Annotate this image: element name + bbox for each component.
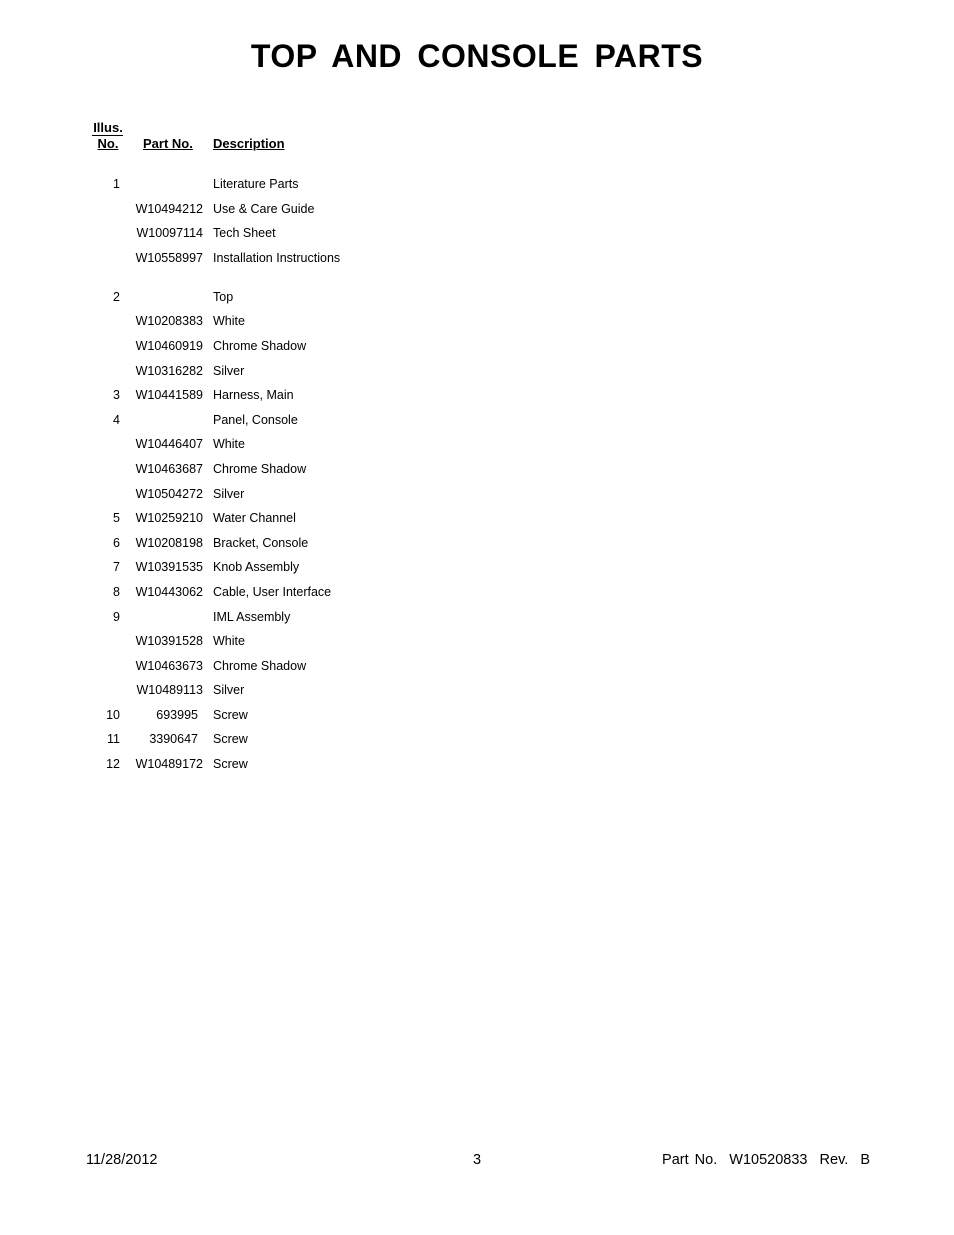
part-no: W10463687 [135,461,203,476]
footer-part-number: Part No. W10520833 Rev. B [662,1152,870,1168]
part-no: 3390647 [149,732,198,747]
table-row [0,362,954,387]
page-title: TOP AND CONSOLE PARTS [250,38,704,74]
footer-date: 11/28/2012 [86,1152,158,1168]
table-row [0,608,954,633]
description: White [213,634,245,649]
header-illus-no: Illus. No. [93,120,123,151]
description: Chrome Shadow [213,338,307,353]
part-no: W10097114 [136,226,203,241]
illus-no: 10 [106,707,120,722]
description: Bracket, Console [213,535,309,550]
part-no: W10441589 [135,388,203,403]
illus-no: 12 [106,757,120,772]
description: Chrome Shadow [213,658,307,673]
table-row [0,249,954,288]
description: White [213,314,245,329]
part-no: W10391528 [135,634,203,649]
table-row [0,435,954,460]
table-row [0,411,954,436]
part-no: W10259210 [135,511,203,526]
table-row [0,224,954,249]
description: Tech Sheet [213,226,276,241]
table-row [0,485,954,510]
part-no: W10494212 [135,201,203,216]
footer-page-number: 3 [473,1152,482,1168]
illus-no: 3 [113,388,120,403]
header-part-no: Part No. [143,136,193,151]
description: Harness, Main [213,388,294,403]
description: Silver [213,683,245,698]
illus-no: 4 [113,412,120,427]
description: White [213,437,245,452]
table-row [0,755,954,780]
illus-no: 1 [113,177,120,191]
description: Screw [213,707,248,722]
description: Top [213,289,234,304]
table-row [0,583,954,608]
description: Panel, Console [213,412,298,427]
table-row [0,706,954,731]
table-row [0,657,954,682]
header-description: Description [213,136,285,151]
part-no: W10391535 [135,560,203,575]
part-no: W10489172 [135,757,203,772]
part-no: W10443062 [135,584,203,599]
description: Chrome Shadow [213,461,307,476]
part-no: W10208198 [135,535,203,550]
description: Screw [213,757,248,772]
table-row [0,460,954,485]
table-row [0,632,954,657]
description: Knob Assembly [213,560,300,575]
table-row [0,730,954,755]
illus-no: 5 [113,511,120,526]
description: Cable, User Interface [213,584,332,599]
illus-no: 6 [113,535,120,550]
description: IML Assembly [213,609,291,624]
illus-no: 9 [113,609,120,624]
part-no: W10463673 [135,658,203,673]
table-row [0,175,954,200]
illus-no: 7 [113,560,120,575]
table-row [0,534,954,559]
part-no: W10316282 [135,363,203,378]
part-no: 693995 [156,707,198,722]
illus-no: 8 [113,584,120,599]
part-no: W10489113 [136,683,203,698]
description: Water Channel [213,511,296,526]
parts-list [0,175,954,780]
illus-no: 2 [113,289,120,304]
description: Screw [213,732,248,747]
part-no: W10460919 [135,338,203,353]
description: Use & Care Guide [213,201,315,216]
part-no: W10446407 [135,437,203,452]
header-illus-rule [92,135,123,136]
part-no: W10504272 [135,486,203,501]
table-row [0,681,954,706]
table-row [0,386,954,411]
table-row [0,288,954,313]
description: Installation Instructions [213,250,341,265]
table-row [0,558,954,583]
table-row [0,312,954,337]
description: Literature Parts [213,177,299,191]
description: Silver [213,486,245,501]
table-row [0,200,954,225]
description: Silver [213,363,245,378]
part-no: W10558997 [135,250,203,265]
table-row [0,337,954,362]
table-row [0,509,954,534]
illus-no: 11 [107,732,120,747]
part-no: W10208383 [135,314,203,329]
